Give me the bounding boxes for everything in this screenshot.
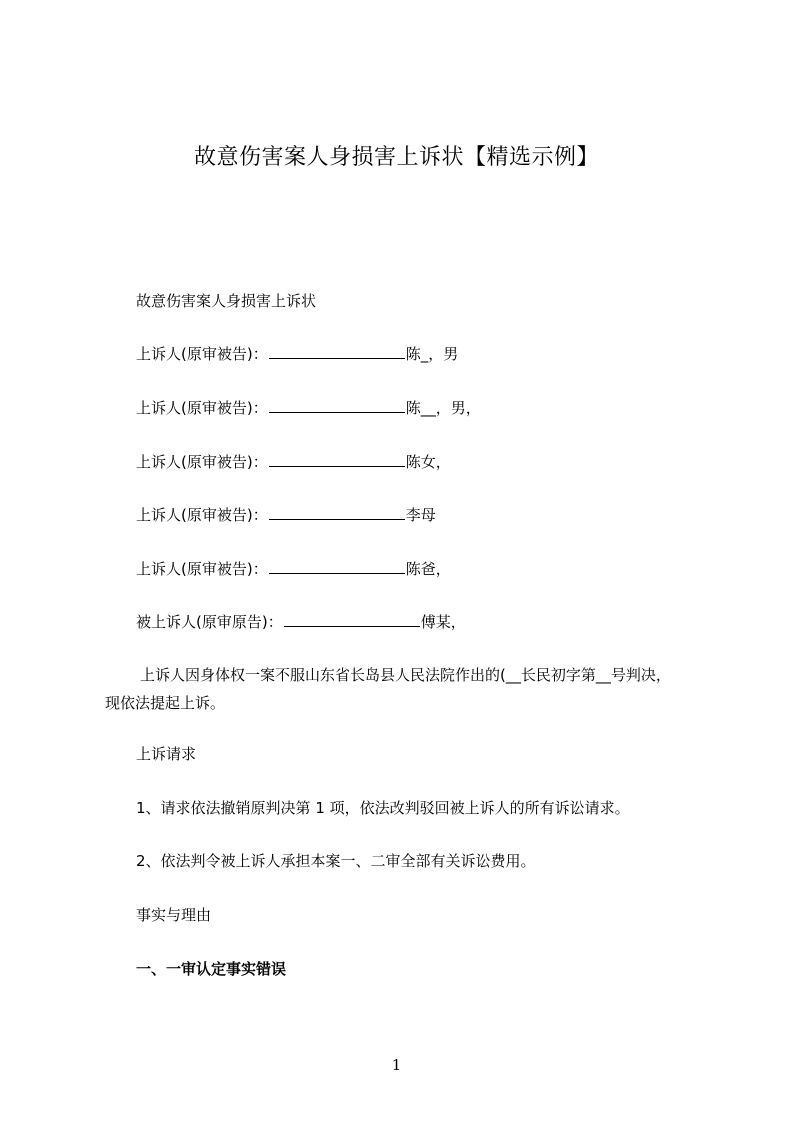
blank-line xyxy=(269,504,405,520)
document-title: 故意伤害案人身损害上诉状【精选示例】 xyxy=(193,145,599,170)
party-label: 被上诉人(原审原告)： xyxy=(136,613,283,631)
intro-line-1: 上诉人因身体权一案不服山东省长岛县人民法院作出的(__长民初字第__号判决， xyxy=(140,666,671,684)
party-line-4 xyxy=(136,504,436,526)
party-name: 傅某， xyxy=(420,613,466,631)
intro-line-2: 现依法提起上诉。 xyxy=(105,694,226,712)
party-label: 上诉人(原审被告)： xyxy=(136,560,268,578)
request-item-1: 1、请求依法撤销原判决第 1 项，依法改判驳回被上诉人的所有诉讼请求。 xyxy=(136,799,630,817)
party-name: 陈_，男 xyxy=(405,345,459,363)
party-line-6 xyxy=(136,611,466,633)
appeal-heading: 上诉请求 xyxy=(136,745,197,763)
intro-paragraph xyxy=(105,661,705,717)
party-line-1 xyxy=(136,343,458,365)
blank-line xyxy=(269,558,405,574)
request-item-2: 2、依法判令被上诉人承担本案一、二审全部有关诉讼费用。 xyxy=(136,852,536,870)
blank-line xyxy=(269,343,405,359)
party-label: 上诉人(原审被告)： xyxy=(136,399,268,417)
section-heading-1: 一、一审认定事实错误 xyxy=(136,960,287,978)
blank-line xyxy=(269,397,405,413)
party-line-5 xyxy=(136,558,451,580)
document-subtitle: 故意伤害案人身损害上诉状 xyxy=(136,292,317,310)
party-label: 上诉人(原审被告)： xyxy=(136,345,268,363)
party-label: 上诉人(原审被告)： xyxy=(136,453,268,471)
party-name: 陈女， xyxy=(405,453,451,471)
party-line-3 xyxy=(136,451,451,473)
blank-line xyxy=(284,611,420,627)
party-name: 陈__，男， xyxy=(405,399,481,417)
party-name: 陈爸， xyxy=(405,560,451,578)
blank-line xyxy=(269,451,405,467)
page-number: 1 xyxy=(391,1056,402,1074)
party-line-2 xyxy=(136,397,481,419)
party-name: 李母 xyxy=(405,506,436,524)
facts-heading: 事实与理由 xyxy=(136,906,212,924)
party-label: 上诉人(原审被告)： xyxy=(136,506,268,524)
